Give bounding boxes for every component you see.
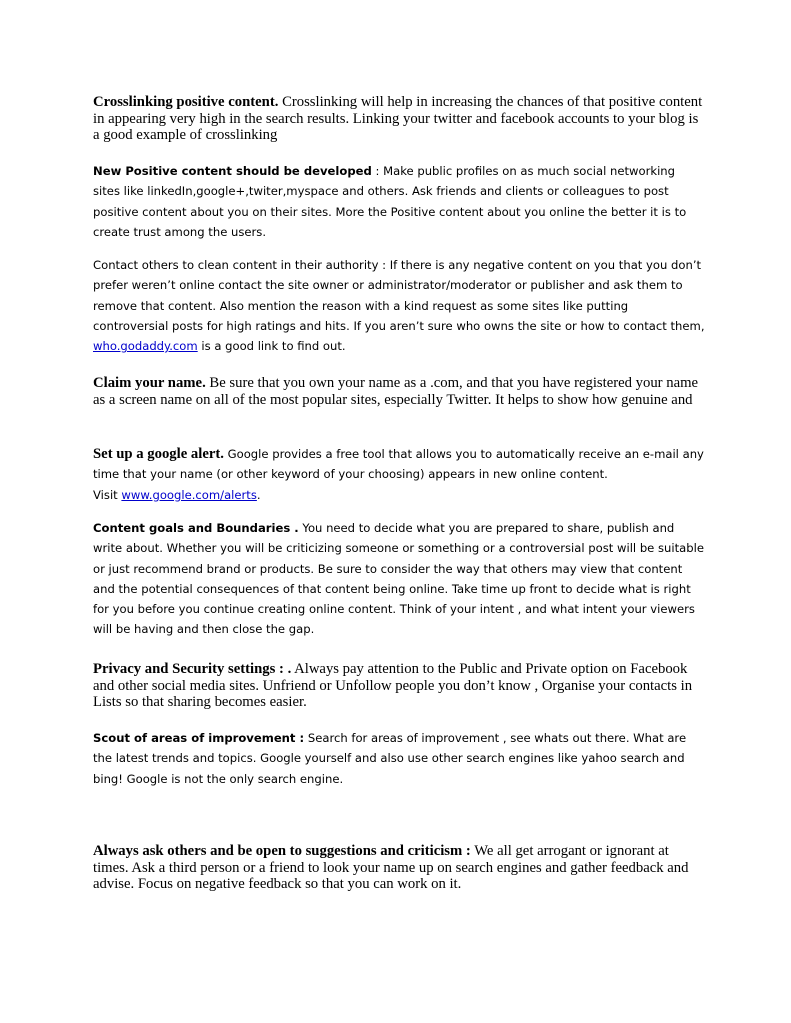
paragraph-body: Search for areas of improvement , see whats out there. What are the latest trends and topics. Google yourself and also use other search engines like yahoo search and bing! Google is not the only search engine. (93, 731, 687, 786)
paragraph-contact-others (93, 255, 705, 356)
paragraph-ask-others (93, 843, 705, 893)
paragraph-new-positive-content (93, 161, 705, 242)
paragraph-heading: Scout of areas of improvement : (93, 731, 305, 745)
paragraph-body: You need to decide what you are prepared to share, publish and write about. Whether you will be criticizing someone or something or a controversial post will be suitable or just recommend brand or products. Be sure to consider the way that others may view that content and the potential consequences of that content being online. Take time up front to decide what is right for you before you continue creating online content. Think of your intent , and what intent your viewers will be having and then close the gap. (93, 521, 704, 637)
paragraph-body: Google provides a free tool that allows you to automatically receive an e-mail any time that your name (or other keyword of your choosing) appears in new online content. (93, 447, 704, 482)
paragraph-body: Crosslinking will help in increasing the chances of that positive content in appearing very high in the search results. Linking your twitter and facebook accounts to your blog is a good example of crosslinking (93, 94, 703, 144)
paragraph-heading: New Positive content should be developed (93, 164, 372, 178)
paragraph-heading: Crosslinking positive content. (93, 94, 279, 110)
paragraph-scout-improvement (93, 728, 705, 789)
paragraph-tail: is a good link to find out. (197, 339, 346, 354)
paragraph-heading: Privacy and Security settings : . (93, 661, 292, 677)
paragraph-body: Contact others to clean content in their authority : If there is any negative content on you that you don’t prefer weren’t online contact the site owner or administrator/moderator or publisher and ask them to remove that content. Also mention the reason with a kind request as some sites like putting controversial posts for high ratings and hits. If you aren’t sure who owns the site or how to contact them, (93, 258, 705, 333)
paragraph-tail: . (256, 487, 261, 502)
paragraph-body: Be sure that you own your name as a .com, and that you have registered your name as a screen name on all of the most popular sites, especially Twitter. It helps to show how genuine and (93, 375, 699, 408)
paragraph-heading: Always ask others and be open to suggestions and criticism : (93, 843, 471, 859)
visit-label: Visit (93, 487, 122, 502)
paragraph-heading: Claim your name. (93, 375, 206, 391)
paragraph-heading: Content goals and Boundaries . (93, 521, 299, 535)
paragraph-body: : Make public profiles on as much social networking sites like linkedIn,google+,twiter,myspace and others. Ask friends and clients or colleagues to post positive content about you on their sites. More the Positive content about you online the better it is to create trust among the users. (93, 164, 687, 239)
paragraph-body: Always pay attention to the Public and Private option on Facebook and other social media sites. Unfriend or Unfollow people you don’t know , Organise your contacts in Lists so that sharing becomes easier. (93, 661, 693, 711)
paragraph-content-goals (93, 518, 705, 640)
google-alerts-link[interactable]: www.google.com/alerts (121, 487, 257, 502)
godaddy-link[interactable]: who.godaddy.com (93, 339, 198, 354)
paragraph-claim-name (93, 375, 705, 408)
paragraph-google-alert (93, 444, 705, 505)
paragraph-privacy-security (93, 661, 705, 711)
paragraph-body: We all get arrogant or ignorant at times. Ask a third person or a friend to look your name up on search engines and gather feedback and advise. Focus on negative feedback so that you can work on it. (93, 843, 689, 893)
paragraph-crosslinking (93, 94, 705, 144)
paragraph-heading: Set up a google alert. (93, 446, 224, 462)
